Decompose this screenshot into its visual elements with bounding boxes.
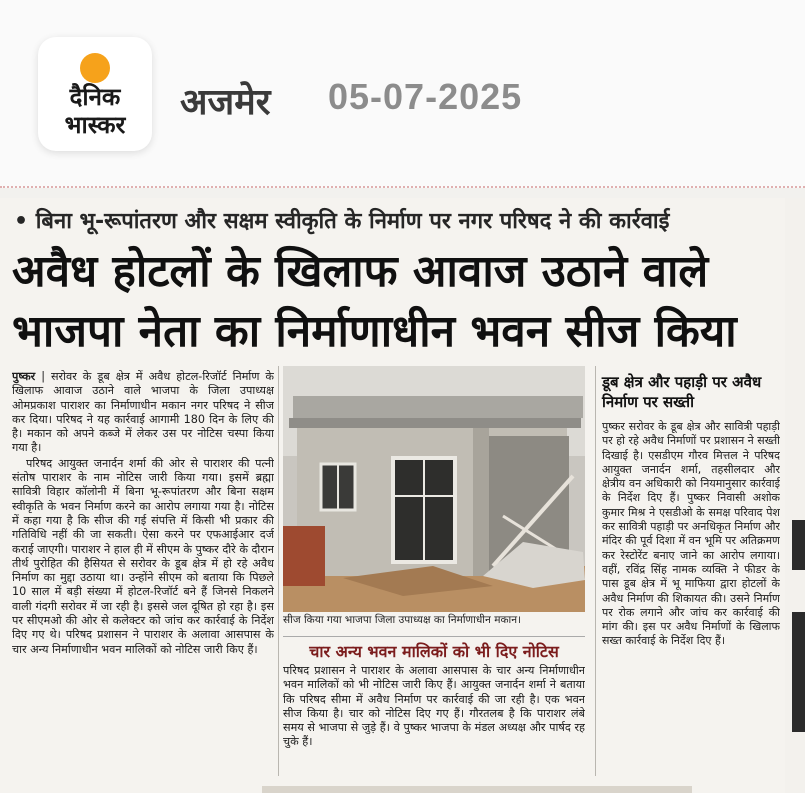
header-divider	[0, 186, 805, 190]
clipping-bottom-edge	[262, 786, 692, 793]
logo-text-line2: भास्कर	[64, 111, 126, 139]
subheading-notices: चार अन्य भवन मालिकों को भी दिए नोटिस	[283, 636, 585, 662]
dainik-bhaskar-logo	[38, 37, 152, 151]
edition-city: अजमेर	[180, 82, 271, 123]
paragraph-2: परिषद आयुक्त जनार्दन शर्मा की ओर से पाराशर की पत्नी संतोष पाराशर के नाम नोटिस जारी किया गया। इसमें ब्रह्मा सावित्री विहार कॉलोनी में बिना भू-रूपांतरण और बिना सक्षम स्वीकृति के भवन निर्माण करने का आरोप लगाया गया है। नोटिस में कहा गया है कि सीज की गई संपत्ति में किसी भी प्रकार की गतिविधि नहीं की जा सकती। ऐसा करने पर एफआईआर दर्ज कराई जाएगी। पाराशर ने हाल ही में सीएम के पुष्कर दौरे के दौरान तीर्थ पुरोहित की हैसियत से सरोवर के डूब क्षेत्र में हो रहे अवैध निर्माण का मुद्दा उठाया था। उन्होंने सीएम को बताया कि पिछले 10 साल में बड़ी संख्या में होटल-रिजॉर्ट बने हैं जिनसे निकलने वाली गंदगी सरोवर में जा रही है। इससे जल दूषित हो रहा है। इस पर सीएमओ की ओर से कलेक्टर को जांच कर कार्रवाई के निर्देश दिए गए थे। परिषद प्रशासन ने पाराशर के अलावा आसपास के चार अन्य निर्माणाधीन भवन मालिकों को नोटिस जारी किए हैं।	[12, 456, 274, 656]
logo-text-line1: दैनिक	[69, 83, 121, 111]
dateline: पुष्कर	[12, 370, 36, 383]
article-column-3: पुष्कर सरोवर के डूब क्षेत्र और सावित्री पहाड़ी पर हो रहे अवैध निर्माणों पर प्रशासन ने सख्ती दिखाई है। एसडीएम गौरव मित्तल ने परिषद आयुक्त जनार्दन शर्मा, तहसीलदार और क्षेत्रीय वन अधिकारी को नियमानुसार कार्रवाई के निर्देश दिए हैं। पुष्कर निवासी अशोक कुमार मिश्र ने एसडीओ के समक्ष परिवाद पेश कर सावित्री पहाड़ी पर अनधिकृत निर्माण और मंदिर की पूर्व दिशा में वन भूमि पर अतिक्रमण कर रेस्टोरेंट बनाए जाने का आरोप लगाया। वहीं, रविंद्र सिंह नामक व्यक्ति ने फीडर के पास डूब क्षेत्र में भू माफिया द्वारा होटलों के अवैध निर्माण की शिकायत की। उसने निर्माण पर रोक लगाने और जांच कर कार्रवाई की मांग की। इस पर अवैध निर्माणों के खिलाफ सख्त कार्रवाई के निर्देश दिए हैं।	[602, 420, 780, 648]
sealed-house-photo	[283, 366, 585, 612]
article-column-1	[12, 370, 274, 780]
column-rule	[278, 366, 279, 776]
headline-line-2: भाजपा नेता का निर्माणाधीन भवन सीज किया	[12, 306, 737, 357]
edition-date: 05-07-2025	[328, 76, 523, 117]
page-header	[0, 0, 805, 188]
adjacent-article-graphic	[792, 612, 805, 732]
adjacent-article-graphic	[792, 520, 805, 570]
subheading-strictness: डूब क्षेत्र और पहाड़ी पर अवैध निर्माण पर सख्ती	[602, 373, 762, 411]
headline-line-1: अवैध होटलों के खिलाफ आवाज उठाने वाले	[12, 246, 709, 297]
article-kicker: • बिना भू-रूपांतरण और सक्षम स्वीकृति के निर्माण पर नगर परिषद ने की कार्रवाई	[14, 209, 670, 234]
column-rule	[595, 366, 596, 776]
paragraph-1	[12, 370, 274, 456]
paragraph-1-text: | सरोवर के डूब क्षेत्र में अवैध होटल-रिजॉर्ट निर्माण के खिलाफ आवाज उठाने वाले भाजपा के जिला उपाध्यक्ष ओमप्रकाश पाराशर का निर्माणाधीन मकान नगर परिषद ने सीज कर दिया। परिषद ने यह कार्रवाई आगामी 180 दिन के लिए की है। मकान को अपने कब्जे में लेकर उस पर नोटिस चस्पा किया गया है।	[12, 370, 274, 455]
logo-sun-icon	[80, 53, 110, 83]
article-column-2: परिषद प्रशासन ने पाराशर के अलावा आसपास के चार अन्य निर्माणाधीन भवन मालिकों को भी नोटिस जारी किए हैं। आयुक्त जनार्दन शर्मा ने बताया कि परिषद सीमा में अवैध निर्माण पर कार्रवाई की जा रही है। एक भवन सीज किया है। चार को नोटिस दिए गए हैं। गौरतलब है कि पाराशर लंबे समय से भाजपा से जुड़े हैं। वे पुष्कर भाजपा के मंडल अध्यक्ष और पार्षद रह चुके हैं।	[283, 664, 585, 749]
photo-caption: सीज किया गया भाजपा जिला उपाध्यक्ष का निर्माणाधीन मकान।	[283, 614, 522, 626]
